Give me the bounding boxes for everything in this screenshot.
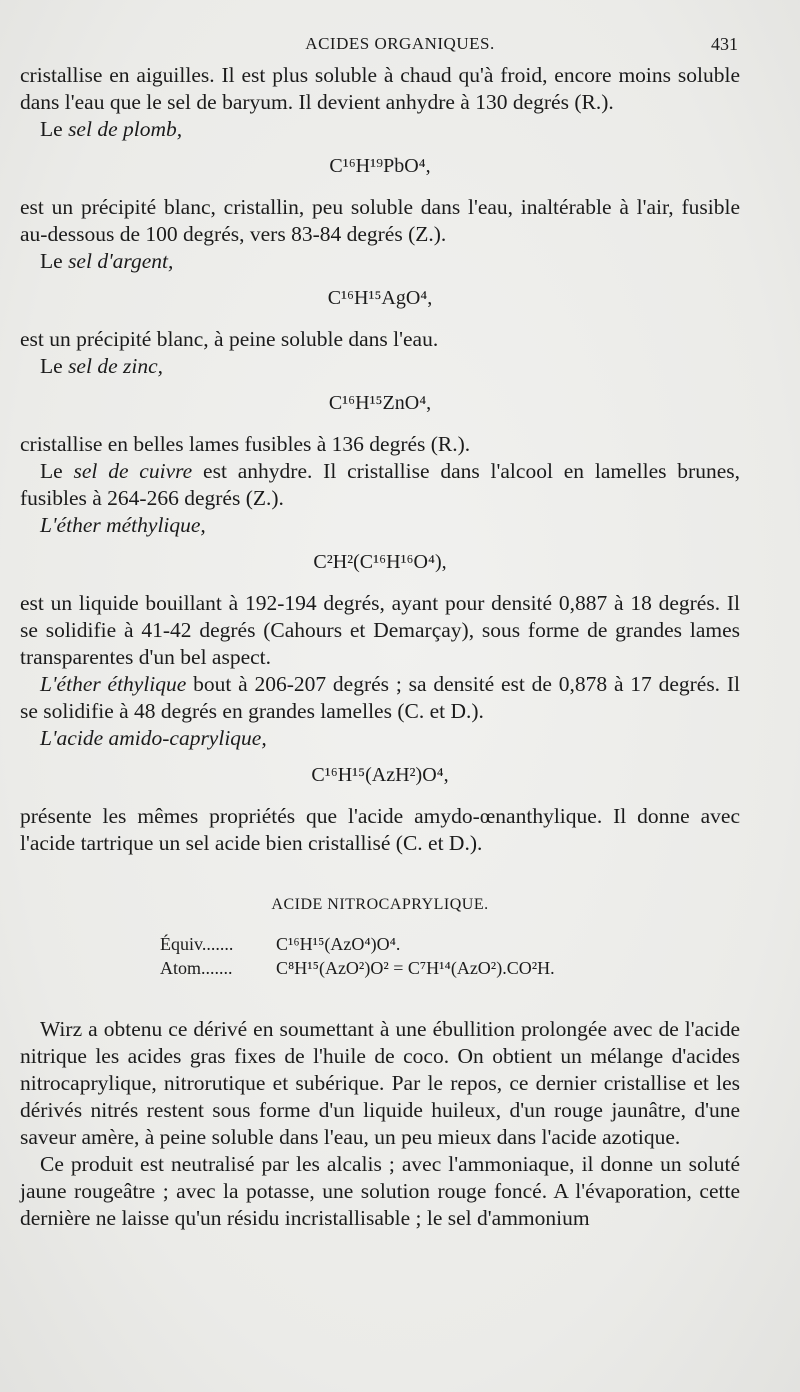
italic-term: L'éther méthylique, <box>40 513 206 537</box>
formula: C¹⁶H¹⁵AgO⁴, <box>327 287 433 309</box>
page-header <box>0 30 800 60</box>
paragraph <box>20 458 740 512</box>
table-row <box>160 956 559 980</box>
paragraph: est un précipité blanc, à peine soluble dans l'eau. <box>20 327 439 351</box>
italic-term: L'acide amido-caprylique, <box>40 726 267 750</box>
equiv-formula: C¹⁶H¹⁵(AzO⁴)O⁴. <box>276 934 401 954</box>
italic-term: sel de cuivre <box>73 459 193 483</box>
italic-term: sel d'argent, <box>68 249 174 273</box>
atom-formula: C⁸H¹⁵(AzO²)O² = C⁷H¹⁴(AzO²).CO²H. <box>276 958 555 978</box>
atom-label: Atom....... <box>160 958 233 978</box>
page-body <box>20 62 740 1232</box>
italic-term: L'éther éthylique <box>40 672 187 696</box>
paragraph: cristallise en belles lames fusibles à 136 degrés (R.). <box>20 432 471 456</box>
paragraph: Wirz a obtenu ce dérivé en soumettant à une ébullition prolongée avec de l'acide nitrique les acides gras fixes de l'huile de coco. On obtient un mélange d'acides nitrocaprylique, nitrorutique et subérique. Par le repos, ce dernier cristallise et les dérivés nitrés restent sous forme d'un liquide huileux, d'un rouge jaunâtre, d'une saveur amère, à peine soluble dans l'eau, un peu mieux dans l'acide azotique. <box>20 1017 740 1149</box>
paragraph: Ce produit est neutralisé par les alcalis ; avec l'ammoniaque, il donne un soluté jaune rougeâtre ; avec la potasse, une solution rouge foncé. A l'évaporation, cette dernière ne laisse qu'un résidu incristallisable ; le sel d'ammonium <box>20 1152 740 1230</box>
table-row <box>160 932 559 956</box>
paragraph <box>20 512 740 539</box>
running-title: ACIDES ORGANIQUES. <box>305 34 495 53</box>
text: Le <box>40 117 69 141</box>
text: bout à 206-207 degrés ; sa densité est de 0,878 à 17 degrés. Il se solidifie à 48 degrés en grandes lamelles (C. et D.). <box>20 672 740 723</box>
paragraph: est un liquide bouillant à 192-194 degrés, ayant pour densité 0,887 à 18 degrés. Il se solidifie à 41-42 degrés (Cahours et Demarçay), sous forme de grandes lames transparentes d'un bel aspect. <box>20 591 740 669</box>
formula: C¹⁶H¹⁵(AzH²)O⁴, <box>311 764 449 786</box>
italic-term: sel de plomb, <box>68 117 183 141</box>
formula: C²H²(C¹⁶H¹⁶O⁴), <box>313 551 447 573</box>
paragraph <box>20 725 740 752</box>
paragraph <box>20 248 740 275</box>
paragraph <box>20 671 740 725</box>
formula: C¹⁶H¹⁵ZnO⁴, <box>328 392 432 414</box>
page-number: 431 <box>711 34 738 54</box>
formula: C¹⁶H¹⁹PbO⁴, <box>329 155 431 177</box>
paragraph <box>20 116 740 143</box>
text: Le <box>40 249 69 273</box>
italic-term: sel de zinc, <box>68 354 163 378</box>
section-title: ACIDE NITROCAPRYLIQUE. <box>271 896 489 913</box>
formula-table <box>160 932 559 980</box>
equiv-label: Équiv....... <box>160 934 234 954</box>
paragraph <box>20 353 740 380</box>
text: est anhydre. Il cristallise dans l'alcool en lamelles brunes, fusibles à 264-266 degrés (Z.). <box>20 459 740 510</box>
text: Le <box>40 354 69 378</box>
text: Le <box>40 459 74 483</box>
paragraph: est un précipité blanc, cristallin, peu soluble dans l'eau, inaltérable à l'air, fusible au-dessous de 100 degrés, vers 83-84 degrés (Z.). <box>20 195 740 246</box>
paragraph: présente les mêmes propriétés que l'acide amydo-œnanthylique. Il donne avec l'acide tartrique un sel acide bien cristallisé (C. et D.). <box>20 804 740 855</box>
paragraph: cristallise en aiguilles. Il est plus soluble à chaud qu'à froid, encore moins soluble dans l'eau que le sel de baryum. Il devient anhydre à 130 degrés (R.). <box>20 63 740 114</box>
